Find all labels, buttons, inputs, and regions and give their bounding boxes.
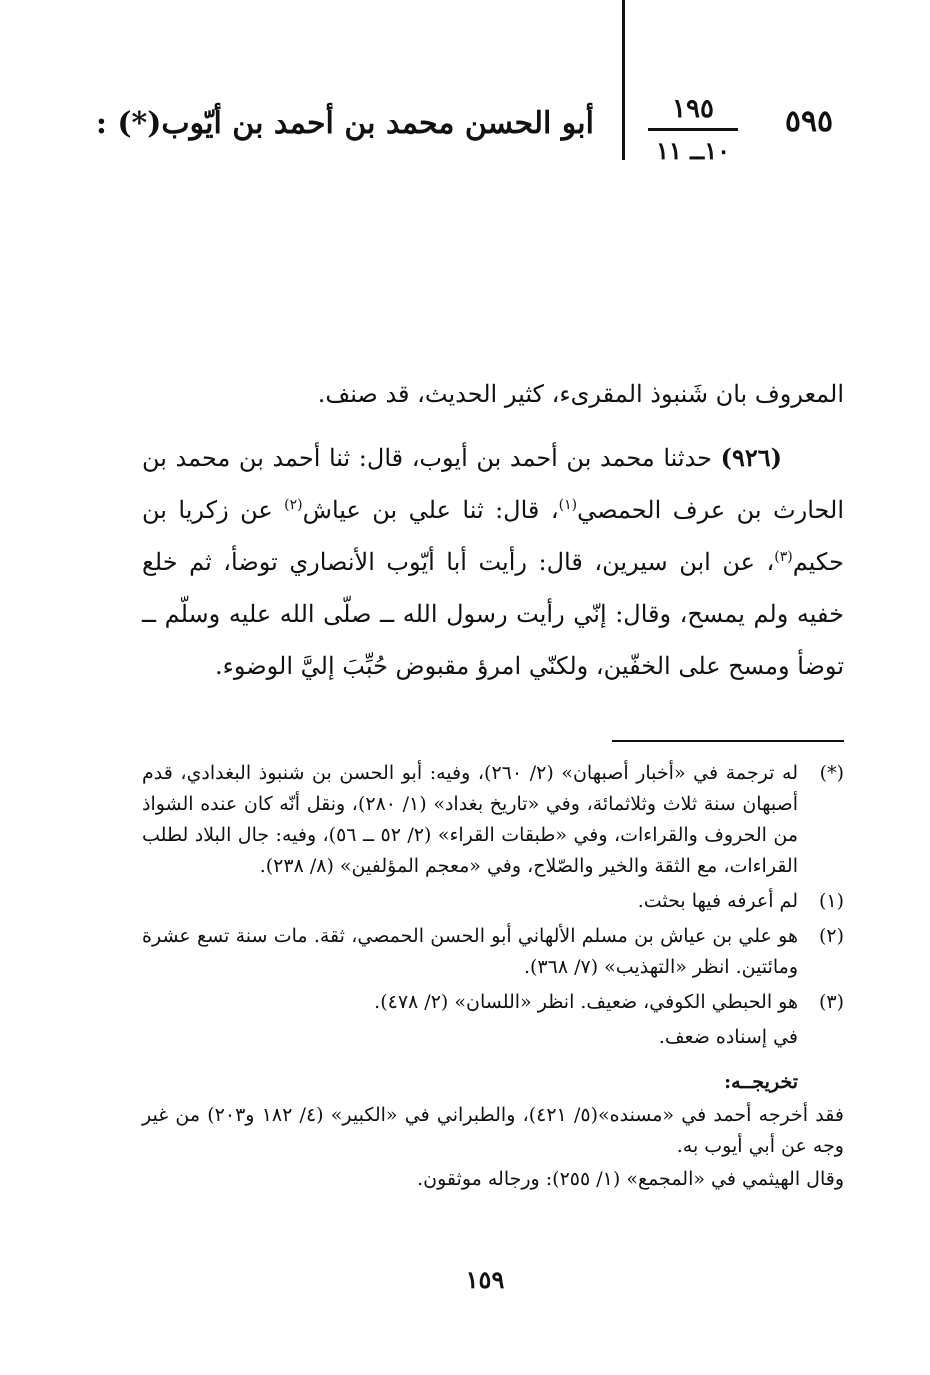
entry-title: أبو الحسن محمد بن أحمد بن أيّوب(*) : bbox=[95, 106, 594, 141]
entry-number: ٥٩٥ bbox=[784, 104, 834, 139]
takhrij-heading: تخريجــه: bbox=[724, 1071, 798, 1093]
footnote-ref-2: (٢) bbox=[284, 497, 303, 513]
footnote-text: لم أعرفه فيها بحثت. bbox=[637, 890, 798, 912]
footnote-3 bbox=[142, 987, 844, 1018]
footnote-marker: (٣) bbox=[818, 991, 844, 1013]
page-number: ١٥٩ bbox=[465, 1265, 505, 1294]
hadith-paragraph bbox=[142, 432, 844, 692]
footnote-marker: (٢) bbox=[818, 925, 844, 947]
fraction-numerator: ١٩٥ bbox=[672, 94, 714, 124]
entry-fraction bbox=[648, 92, 738, 167]
footnote-star bbox=[142, 758, 844, 882]
footnote-text: هو الحبطي الكوفي، ضعيف. انظر «اللسان» (٢/ ٤٧٨). bbox=[374, 991, 798, 1013]
fraction-denominator: ١٠ــ ١١ bbox=[656, 136, 730, 165]
footnote-ref-3: (٣) bbox=[774, 549, 793, 565]
footnote-1 bbox=[142, 886, 844, 917]
takhrij-text: فقد أخرجه أحمد في «مسنده»(٥/ ٤٢١)، والطبراني في «الكبير» (٤/ ١٨٢ و٢٠٣) من غير وجه عن أبي أيوب به. bbox=[142, 1104, 844, 1157]
takhrij-haythami: وقال الهيثمي في «المجمع» (١/ ٢٥٥): ورجاله موثقون. bbox=[417, 1168, 844, 1190]
footnotes-section bbox=[142, 758, 844, 1195]
hadith-segment-3: عن زكريا بن حكيم bbox=[142, 496, 844, 576]
footnote-text: له ترجمة في «أخبار أصبهان» (٢/ ٢٦٠)، وفيه: أبو الحسن بن شنبوذ البغدادي، قدم أصبهان سنة ثلاث وثلاثمائة، وفي «تاريخ بغداد» (١/ ٢٨٠)، ونقل أنّه كان عنده الشواذ من الحروف والقراءات، وفي «طبقات القراء» (٢/ ٥٢ ــ ٥٦)، وفيه: جال البلاد لطلب القراءات، مع الثقة والخير والصّلاح، وفي «معجم المؤلفين» (٨/ ٢٣٨). bbox=[142, 762, 798, 877]
footnote-text: هو علي بن عياش بن مسلم الألهاني أبو الحسن الحمصي، ثقة. مات سنة تسع عشرة ومائتين. انظر «التهذيب» (٧/ ٣٦٨). bbox=[142, 925, 798, 978]
header-vertical-rule bbox=[622, 0, 625, 160]
isnad-note: في إسناده ضعف. bbox=[658, 1026, 798, 1048]
footnote-marker: (*) bbox=[819, 762, 844, 784]
footnote-ref-1: (١) bbox=[558, 497, 578, 513]
footnote-marker: (١) bbox=[818, 890, 844, 912]
hadith-segment-4: ، عن ابن سيرين، قال: رأيت أبا أيّوب الأنصاري توضأ، ثم خلع خفيه ولم يمسح، وقال: إنّي رأيت رسول الله ــ صلّى الله عليه وسلّم ــ توضأ ومسح على الخفّين، ولكنّي امرؤ مقبوض حُبِّبَ إليَّ الوضوء. bbox=[142, 548, 844, 680]
hadith-segment-2: ، قال: ثنا علي بن عياش bbox=[302, 496, 559, 524]
hadith-segment-1: حدثنا محمد بن أحمد بن أيوب، قال: ثنا أحمد بن محمد بن الحارث بن عرف الحمصي bbox=[142, 444, 844, 524]
hadith-text bbox=[142, 432, 844, 692]
hadith-number: (٩٢٦) bbox=[720, 443, 782, 472]
intro-text: المعروف بان شَنبوذ المقرىء، كثير الحديث، قد صنف. bbox=[317, 380, 844, 408]
fraction-bar bbox=[648, 128, 738, 131]
footnote-separator bbox=[612, 740, 844, 742]
footnote-2 bbox=[142, 921, 844, 983]
